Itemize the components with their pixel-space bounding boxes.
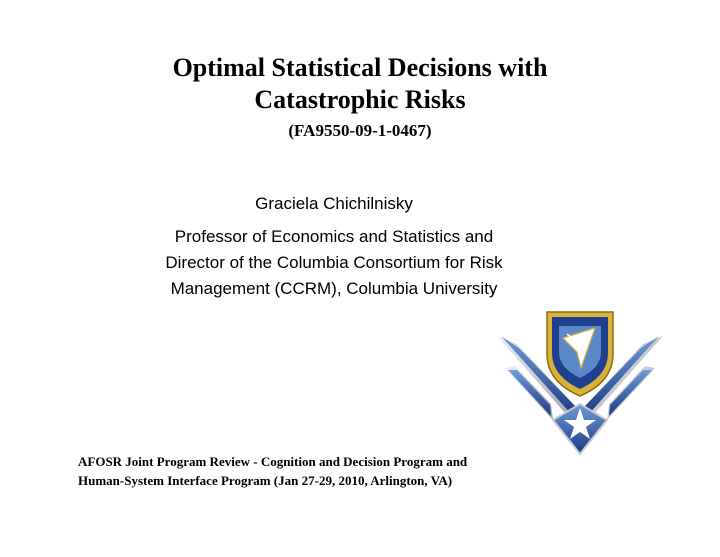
center-star-shape (553, 404, 607, 454)
author-name: Graciela Chichilnisky (255, 194, 413, 213)
affiliation-line-3: Management (CCRM), Columbia University (170, 279, 498, 298)
slide-title (60, 52, 660, 116)
footer-line-1: AFOSR Joint Program Review - Cognition and Decision Program and (78, 454, 468, 469)
afrl-shield-icon (547, 312, 613, 396)
author-affiliation (60, 224, 608, 302)
footer-line-2: Human-System Interface Program (Jan 27-29, 2010, Arlington, VA) (78, 473, 453, 488)
footer-event-note (78, 452, 638, 490)
affiliation-line-1: Professor of Economics and Statistics and (174, 227, 494, 246)
title-line-1: Optimal Statistical Decisions with (172, 53, 548, 82)
grant-number: (FA9550-09-1-0467) (288, 121, 432, 140)
affiliation-line-2: Director of the Columbia Consortium for Risk (165, 253, 503, 272)
afrl-logo-icon (495, 304, 665, 464)
title-line-2: Catastrophic Risks (254, 85, 466, 114)
